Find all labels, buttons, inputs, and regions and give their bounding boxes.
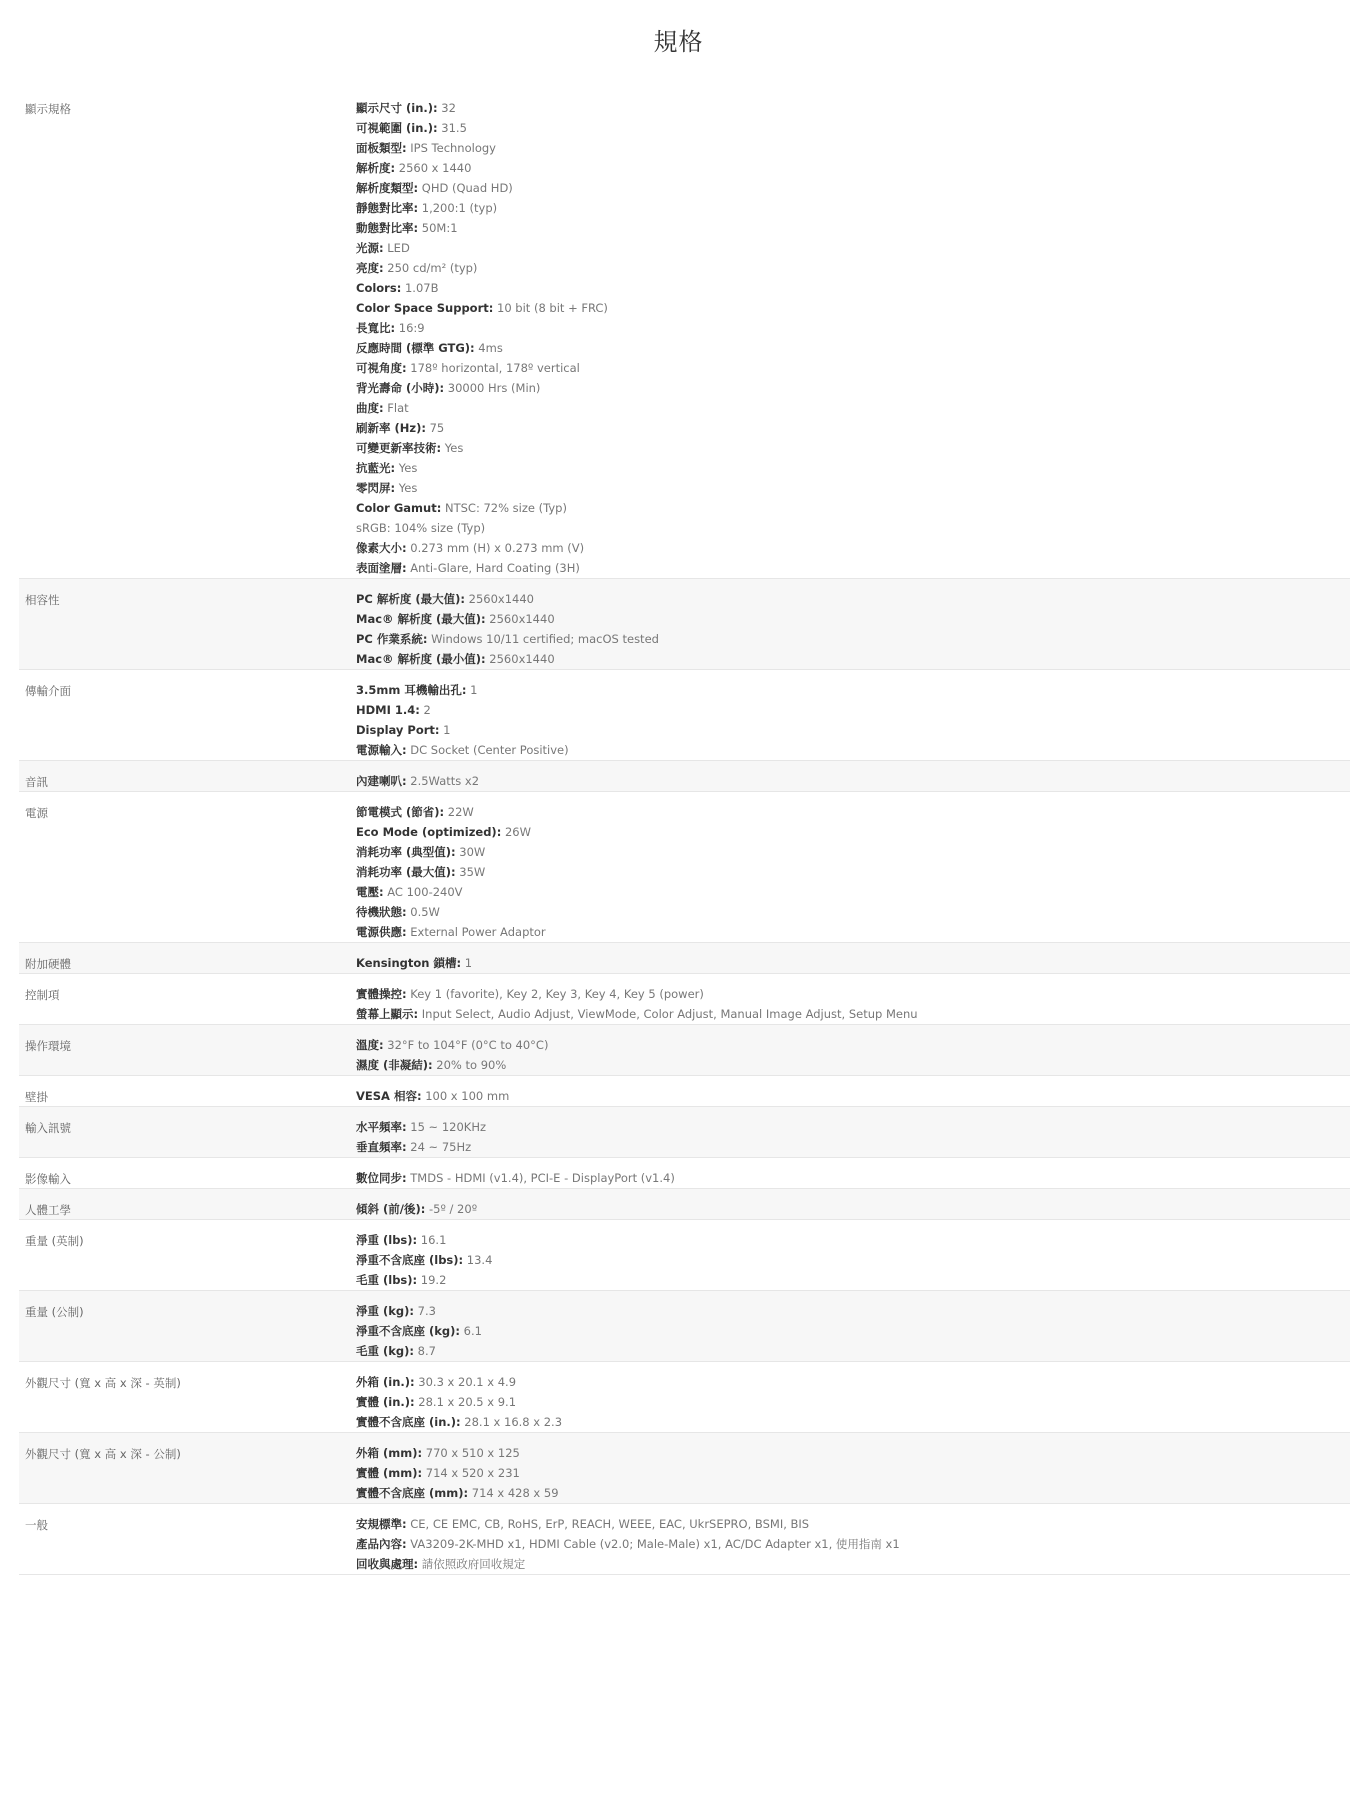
spec-item	[356, 955, 1350, 975]
spec-item-key: 可視角度:	[356, 361, 407, 375]
spec-item	[356, 804, 1350, 824]
spec-section	[19, 1158, 1350, 1189]
spec-item-value: 16:9	[395, 321, 425, 335]
spec-item-value: 28.1 x 20.5 x 9.1	[414, 1395, 517, 1409]
spec-item-list	[354, 1433, 1350, 1503]
spec-item-value: 15 ~ 120KHz	[406, 1120, 487, 1134]
spec-item-list	[354, 1220, 1350, 1290]
spec-item-key: 光源:	[356, 241, 384, 255]
spec-item-key: HDMI 1.4:	[356, 703, 420, 717]
spec-item-key: 刷新率 (Hz):	[356, 421, 426, 435]
spec-item	[356, 1037, 1350, 1057]
spec-item	[356, 986, 1350, 1006]
spec-item-value: 4ms	[474, 341, 503, 355]
spec-item	[356, 420, 1350, 440]
spec-item-key: 數位同步:	[356, 1171, 407, 1185]
spec-item-list	[354, 1025, 1350, 1075]
spec-item	[356, 1006, 1350, 1026]
spec-item-key: Eco Mode (optimized):	[356, 825, 502, 839]
spec-item-key: 顯示尺寸 (in.):	[356, 101, 438, 115]
spec-section	[19, 1076, 1350, 1107]
spec-item-value: 8.7	[414, 1344, 436, 1358]
spec-item	[356, 400, 1350, 420]
spec-item-value: 13.4	[463, 1253, 493, 1267]
spec-category-label: 一般	[25, 1518, 48, 1532]
spec-item-value: 0.273 mm (H) x 0.273 mm (V)	[406, 541, 585, 555]
spec-item-value: 2560x1440	[465, 592, 534, 606]
spec-item-value: 2560 x 1440	[395, 161, 472, 175]
spec-item	[356, 1139, 1350, 1159]
spec-item	[356, 1536, 1350, 1556]
spec-item	[356, 1394, 1350, 1414]
spec-item-key: 水平頻率:	[356, 1120, 407, 1134]
spec-item	[356, 1303, 1350, 1323]
spec-item	[356, 260, 1350, 280]
spec-section	[19, 974, 1350, 1025]
spec-item-key: PC 解析度 (最大值):	[356, 592, 465, 606]
spec-item-value: 16.1	[417, 1233, 447, 1247]
spec-item-value: Yes	[395, 481, 418, 495]
spec-item	[356, 500, 1350, 520]
spec-item-value: 1.07B	[401, 281, 439, 295]
spec-item-key: 實體不含底座 (mm):	[356, 1486, 469, 1500]
spec-section	[19, 792, 1350, 943]
spec-item	[356, 540, 1350, 560]
spec-item	[356, 773, 1350, 793]
spec-item-list	[354, 1158, 1350, 1188]
spec-item-list	[354, 943, 1350, 973]
spec-item-value: External Power Adaptor	[406, 925, 546, 939]
spec-item	[356, 631, 1350, 651]
spec-item-value: 32	[437, 101, 456, 115]
spec-item	[356, 560, 1350, 580]
spec-item-value: QHD (Quad HD)	[418, 181, 513, 195]
spec-item	[356, 702, 1350, 722]
spec-item-key: 電壓:	[356, 885, 384, 899]
spec-item-key: 可變更新率技術:	[356, 441, 442, 455]
spec-item-value: 28.1 x 16.8 x 2.3	[460, 1415, 563, 1429]
spec-item-value: TMDS - HDMI (v1.4), PCI-E - DisplayPort (v1.4)	[406, 1171, 675, 1185]
spec-category-label: 外觀尺寸 (寬 x 高 x 深 - 英制)	[25, 1376, 181, 1390]
spec-item-value: AC 100-240V	[383, 885, 463, 899]
spec-item	[356, 160, 1350, 180]
spec-item-value: 31.5	[437, 121, 467, 135]
spec-item	[356, 180, 1350, 200]
spec-item-value: 100 x 100 mm	[421, 1089, 510, 1103]
spec-item-value: 19.2	[417, 1273, 447, 1287]
spec-item-value: 30000 Hrs (Min)	[444, 381, 541, 395]
spec-item-key: Mac® 解析度 (最小值):	[356, 652, 486, 666]
spec-item-list	[354, 761, 1350, 791]
spec-item-value: 請依照政府回收規定	[418, 1557, 526, 1571]
spec-item	[356, 1374, 1350, 1394]
spec-item-key: 電源輸入:	[356, 743, 407, 757]
spec-item-value: 10 bit (8 bit + FRC)	[493, 301, 608, 315]
spec-item-key: VESA 相容:	[356, 1089, 422, 1103]
spec-item	[356, 1556, 1350, 1576]
spec-item-key: Color Gamut:	[356, 501, 442, 515]
spec-item-key: 安規標準:	[356, 1517, 407, 1531]
spec-item-key: 曲度:	[356, 401, 384, 415]
spec-item	[356, 520, 1350, 540]
spec-item-key: 抗藍光:	[356, 461, 396, 475]
spec-item-value: Yes	[395, 461, 418, 475]
spec-item-key: Color Space Support:	[356, 301, 494, 315]
spec-item-value: NTSC: 72% size (Typ)	[441, 501, 567, 515]
spec-item	[356, 742, 1350, 762]
spec-item-value: sRGB: 104% size (Typ)	[356, 521, 486, 535]
spec-item-value: 2560x1440	[485, 652, 555, 666]
spec-item-key: 淨重 (kg):	[356, 1304, 414, 1318]
spec-item	[356, 380, 1350, 400]
spec-category-label: 輸入訊號	[25, 1121, 71, 1135]
spec-item	[356, 240, 1350, 260]
spec-item	[356, 280, 1350, 300]
spec-category-label: 操作環境	[25, 1039, 71, 1053]
spec-item-key: 消耗功率 (最大值):	[356, 865, 456, 879]
spec-item-key: 待機狀態:	[356, 905, 407, 919]
spec-item	[356, 1465, 1350, 1485]
spec-item	[356, 140, 1350, 160]
spec-item	[356, 591, 1350, 611]
spec-item-key: 3.5mm 耳機輸出孔:	[356, 683, 467, 697]
spec-item	[356, 1445, 1350, 1465]
spec-item-key: Mac® 解析度 (最大值):	[356, 612, 486, 626]
spec-item	[356, 1414, 1350, 1434]
spec-item-value: -5º / 20º	[425, 1202, 478, 1216]
spec-item-list	[354, 1504, 1350, 1574]
spec-category-label: 重量 (公制)	[25, 1305, 84, 1319]
spec-category-label: 壁掛	[25, 1090, 48, 1104]
spec-item-key: 毛重 (kg):	[356, 1344, 414, 1358]
spec-item-value: Input Select, Audio Adjust, ViewMode, Color Adjust, Manual Image Adjust, Setup Menu	[418, 1007, 918, 1021]
spec-item	[356, 1272, 1350, 1292]
spec-item-value: VA3209-2K-MHD x1, HDMI Cable (v2.0; Male-Male) x1, AC/DC Adapter x1, 使用指南 x1	[406, 1537, 900, 1551]
spec-item-value: 24 ~ 75Hz	[406, 1140, 472, 1154]
spec-item	[356, 220, 1350, 240]
spec-item-key: 像素大小:	[356, 541, 407, 555]
spec-category-label: 控制項	[25, 988, 60, 1002]
spec-item-key: 實體 (mm):	[356, 1466, 423, 1480]
spec-item-value: 0.5W	[406, 905, 440, 919]
spec-item-key: 消耗功率 (典型值):	[356, 845, 456, 859]
spec-category-label: 相容性	[25, 593, 60, 607]
spec-section	[19, 1025, 1350, 1076]
spec-item-key: 淨重不含底座 (lbs):	[356, 1253, 464, 1267]
spec-section	[19, 1433, 1350, 1504]
spec-item-value: 35W	[455, 865, 486, 879]
spec-item	[356, 100, 1350, 120]
spec-item-value: 20% to 90%	[432, 1058, 507, 1072]
spec-item	[356, 460, 1350, 480]
spec-item-key: 實體操控:	[356, 987, 407, 1001]
spec-item-key: 亮度:	[356, 261, 384, 275]
spec-item	[356, 844, 1350, 864]
spec-item-key: Colors:	[356, 281, 402, 295]
spec-item-key: 螢幕上顯示:	[356, 1007, 419, 1021]
spec-item-value: 770 x 510 x 125	[422, 1446, 520, 1460]
spec-item-list	[354, 974, 1350, 1024]
spec-item-key: 靜態對比率:	[356, 201, 419, 215]
spec-item-key: 濕度 (非凝結):	[356, 1058, 433, 1072]
spec-item	[356, 440, 1350, 460]
spec-item-value: 1	[466, 683, 478, 697]
spec-item-value: Windows 10/11 certified; macOS tested	[427, 632, 659, 646]
spec-category-label: 人體工學	[25, 1203, 71, 1217]
spec-section	[19, 1362, 1350, 1433]
spec-item-value: DC Socket (Center Positive)	[406, 743, 569, 757]
spec-item	[356, 611, 1350, 631]
spec-item-key: 實體不含底座 (in.):	[356, 1415, 461, 1429]
spec-item	[356, 1343, 1350, 1363]
spec-category-label: 附加硬體	[25, 957, 71, 971]
spec-item-value: 26W	[501, 825, 531, 839]
spec-section	[19, 761, 1350, 792]
spec-item	[356, 1088, 1350, 1108]
spec-item-key: 零閃屏:	[356, 481, 396, 495]
spec-item-value: 22W	[444, 805, 474, 819]
spec-item	[356, 682, 1350, 702]
spec-item-value: 1	[439, 723, 451, 737]
spec-section	[19, 579, 1350, 670]
spec-item	[356, 1323, 1350, 1343]
spec-item-value: Yes	[441, 441, 464, 455]
spec-item-list	[354, 1362, 1350, 1432]
spec-item-value: 50M:1	[418, 221, 458, 235]
spec-item-key: Kensington 鎖槽:	[356, 956, 462, 970]
spec-item-key: 淨重不含底座 (kg):	[356, 1324, 460, 1338]
spec-item-value: CE, CE EMC, CB, RoHS, ErP, REACH, WEEE, EAC, UkrSEPRO, BSMI, BIS	[406, 1517, 810, 1531]
spec-item-key: 背光壽命 (小時):	[356, 381, 445, 395]
spec-item-value: 178º horizontal, 178º vertical	[406, 361, 580, 375]
spec-item-value: 75	[425, 421, 445, 435]
spec-item	[356, 824, 1350, 844]
spec-item-value: 6.1	[460, 1324, 482, 1338]
page-title: 規格	[653, 28, 704, 56]
spec-category-label: 影像輸入	[25, 1172, 71, 1186]
spec-item-key: 長寬比:	[356, 321, 396, 335]
spec-item-value: 30W	[455, 845, 486, 859]
spec-item-value: 1	[461, 956, 473, 970]
spec-item	[356, 1057, 1350, 1077]
spec-item-value: 7.3	[414, 1304, 436, 1318]
spec-category-label: 傳輸介面	[25, 684, 71, 698]
spec-item-list	[354, 670, 1350, 760]
spec-item	[356, 904, 1350, 924]
spec-item	[356, 924, 1350, 944]
spec-item	[356, 200, 1350, 220]
spec-item-value: 2560x1440	[485, 612, 555, 626]
spec-item-list	[354, 1076, 1350, 1106]
spec-item	[356, 1119, 1350, 1139]
spec-item	[356, 320, 1350, 340]
spec-item	[356, 1201, 1350, 1221]
spec-item-value: 2	[419, 703, 431, 717]
spec-item-value: 30.3 x 20.1 x 4.9	[414, 1375, 517, 1389]
spec-item	[356, 300, 1350, 320]
spec-item-key: 電源供應:	[356, 925, 407, 939]
spec-item	[356, 120, 1350, 140]
spec-item-value: Flat	[383, 401, 409, 415]
spec-section	[19, 88, 1350, 579]
spec-item-key: 表面塗層:	[356, 561, 407, 575]
spec-category-label: 外觀尺寸 (寬 x 高 x 深 - 公制)	[25, 1447, 181, 1461]
spec-item-key: 產品內容:	[356, 1537, 407, 1551]
spec-item	[356, 1170, 1350, 1190]
spec-item-key: 解析度類型:	[356, 181, 419, 195]
spec-item	[356, 1516, 1350, 1536]
spec-section	[19, 1220, 1350, 1291]
spec-item	[356, 722, 1350, 742]
spec-item-value: Anti-Glare, Hard Coating (3H)	[406, 561, 580, 575]
spec-category-label: 重量 (英制)	[25, 1234, 84, 1248]
spec-item-key: 動態對比率:	[356, 221, 419, 235]
spec-category-label: 顯示規格	[25, 102, 71, 116]
spec-item-key: 解析度:	[356, 161, 396, 175]
spec-item-value: 714 x 520 x 231	[422, 1466, 520, 1480]
spec-item-value: 2.5Watts x2	[406, 774, 480, 788]
spec-item-key: 反應時間 (標準 GTG):	[356, 341, 475, 355]
spec-item	[356, 1485, 1350, 1505]
spec-item-key: 內建喇叭:	[356, 774, 407, 788]
spec-section	[19, 670, 1350, 761]
spec-section	[19, 1504, 1350, 1575]
spec-section	[19, 1107, 1350, 1158]
spec-item-value: Key 1 (favorite), Key 2, Key 3, Key 4, Key 5 (power)	[406, 987, 704, 1001]
spec-section	[19, 1189, 1350, 1220]
spec-item-value: LED	[383, 241, 410, 255]
spec-item-key: 毛重 (lbs):	[356, 1273, 418, 1287]
spec-item	[356, 1232, 1350, 1252]
spec-category-label: 電源	[25, 806, 48, 820]
spec-item-key: Display Port:	[356, 723, 440, 737]
spec-item-list	[354, 792, 1350, 942]
spec-item	[356, 651, 1350, 671]
spec-section	[19, 943, 1350, 974]
spec-item-value: 32°F to 104°F (0°C to 40°C)	[383, 1038, 549, 1052]
spec-item	[356, 1252, 1350, 1272]
spec-item-list	[354, 1291, 1350, 1361]
spec-item-key: 外箱 (in.):	[356, 1375, 415, 1389]
spec-item-value: 250 cd/m² (typ)	[383, 261, 478, 275]
spec-item-list	[354, 88, 1350, 578]
spec-item	[356, 360, 1350, 380]
spec-item-list	[354, 1107, 1350, 1157]
spec-category-label: 音訊	[25, 775, 48, 789]
spec-item-key: 面板類型:	[356, 141, 407, 155]
spec-item-key: 外箱 (mm):	[356, 1446, 423, 1460]
spec-item-key: 垂直頻率:	[356, 1140, 407, 1154]
spec-item	[356, 340, 1350, 360]
spec-item-key: 淨重 (lbs):	[356, 1233, 418, 1247]
spec-item	[356, 884, 1350, 904]
spec-item-key: 實體 (in.):	[356, 1395, 415, 1409]
spec-item-key: PC 作業系統:	[356, 632, 428, 646]
spec-item-key: 溫度:	[356, 1038, 384, 1052]
spec-item-list	[354, 1189, 1350, 1219]
spec-item-key: 可視範圍 (in.):	[356, 121, 438, 135]
spec-item-list	[354, 579, 1350, 669]
spec-item-key: 傾斜 (前/後):	[356, 1202, 426, 1216]
spec-table	[19, 88, 1350, 1575]
spec-item-value: 1,200:1 (typ)	[418, 201, 498, 215]
spec-item-value: IPS Technology	[406, 141, 496, 155]
spec-item-key: 回收與處理:	[356, 1557, 419, 1571]
spec-item	[356, 864, 1350, 884]
spec-item-key: 節電模式 (節省):	[356, 805, 445, 819]
spec-item-value: 714 x 428 x 59	[468, 1486, 559, 1500]
spec-section	[19, 1291, 1350, 1362]
spec-item	[356, 480, 1350, 500]
